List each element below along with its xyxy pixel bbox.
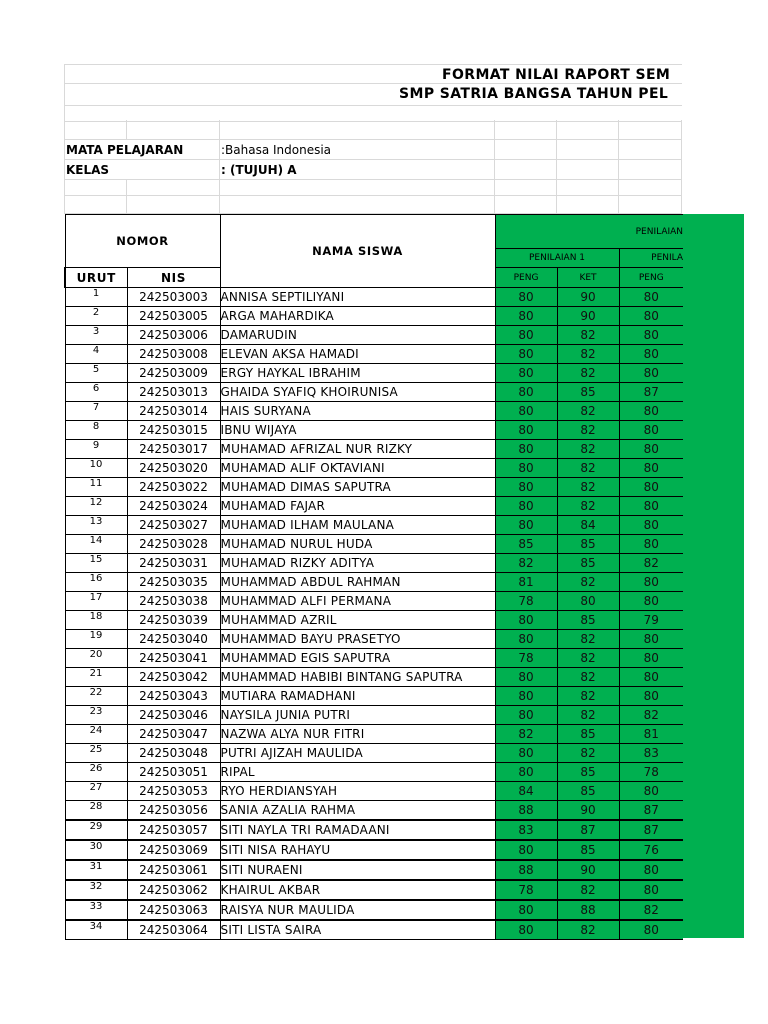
cell-urut: 15 xyxy=(65,554,127,573)
grid-vline xyxy=(556,120,557,214)
table-row xyxy=(65,307,683,326)
cell-nis: 242503039 xyxy=(127,611,220,630)
cell-nis: 242503057 xyxy=(127,820,220,840)
cell-urut: 34 xyxy=(65,920,127,940)
cell-nama: MUHAMMAD EGIS SAPUTRA xyxy=(220,649,495,668)
table-row xyxy=(65,763,683,782)
cell-peng-2: 80 xyxy=(619,573,683,592)
cell-peng: 80 xyxy=(495,611,557,630)
cell-peng-2: 80 xyxy=(619,478,683,497)
cell-peng: 80 xyxy=(495,459,557,478)
cell-urut: 19 xyxy=(65,630,127,649)
cell-nis: 242503027 xyxy=(127,516,220,535)
cell-peng: 81 xyxy=(495,573,557,592)
cell-ket: 82 xyxy=(557,459,619,478)
cell-nama: MUHAMMAD ABDUL RAHMAN xyxy=(220,573,495,592)
table-row xyxy=(65,364,683,383)
cell-nis: 242503015 xyxy=(127,421,220,440)
cell-nis: 242503051 xyxy=(127,763,220,782)
cell-urut: 32 xyxy=(65,880,127,900)
cell-nama: MUHAMAD ILHAM MAULANA xyxy=(220,516,495,535)
table-row xyxy=(65,649,683,668)
cell-nis: 242503043 xyxy=(127,687,220,706)
cell-peng: 80 xyxy=(495,763,557,782)
cell-nama: RAISYA NUR MAULIDA xyxy=(220,900,495,920)
table-row xyxy=(65,611,683,630)
cell-peng-2: 80 xyxy=(619,687,683,706)
cell-peng: 80 xyxy=(495,383,557,402)
cell-peng-2: 87 xyxy=(619,820,683,840)
cell-ket: 85 xyxy=(557,554,619,573)
cell-nis: 242503061 xyxy=(127,860,220,880)
table-row xyxy=(65,668,683,687)
cell-ket: 88 xyxy=(557,900,619,920)
header-nomor: NOMOR xyxy=(65,215,220,268)
table-row xyxy=(65,288,683,307)
cell-nis: 242503006 xyxy=(127,326,220,345)
cell-urut: 26 xyxy=(65,763,127,782)
cell-peng-2: 76 xyxy=(619,840,683,860)
cell-nis: 242503053 xyxy=(127,782,220,801)
table-row xyxy=(65,744,683,763)
cell-peng: 80 xyxy=(495,840,557,860)
header-row-1 xyxy=(65,215,683,249)
cell-nama: MUHAMAD RIZKY ADITYA xyxy=(220,554,495,573)
cell-ket: 85 xyxy=(557,383,619,402)
cell-urut: 18 xyxy=(65,611,127,630)
cell-peng: 80 xyxy=(495,364,557,383)
cell-peng: 88 xyxy=(495,801,557,821)
cell-urut: 14 xyxy=(65,535,127,554)
cell-ket: 85 xyxy=(557,535,619,554)
cell-peng: 80 xyxy=(495,744,557,763)
cell-urut: 9 xyxy=(65,440,127,459)
header-nis: NIS xyxy=(127,268,220,288)
header-urut: URUT xyxy=(65,268,127,288)
cell-nama: PUTRI AJIZAH MAULIDA xyxy=(220,744,495,763)
cell-peng-2: 80 xyxy=(619,668,683,687)
cell-nis: 242503008 xyxy=(127,345,220,364)
cell-ket: 82 xyxy=(557,687,619,706)
table-row xyxy=(65,383,683,402)
cell-peng: 80 xyxy=(495,440,557,459)
cell-ket: 82 xyxy=(557,744,619,763)
grades-table-body xyxy=(65,288,683,940)
grid-vline xyxy=(126,180,127,214)
cell-ket: 85 xyxy=(557,725,619,744)
cell-ket: 87 xyxy=(557,820,619,840)
cell-peng-2: 80 xyxy=(619,782,683,801)
cell-peng: 82 xyxy=(495,554,557,573)
header-peng: PENG xyxy=(495,268,557,288)
cell-urut: 1 xyxy=(65,288,127,307)
cell-peng: 80 xyxy=(495,497,557,516)
table-row xyxy=(65,782,683,801)
cell-ket: 90 xyxy=(557,307,619,326)
cell-ket: 82 xyxy=(557,630,619,649)
cell-nis: 242503031 xyxy=(127,554,220,573)
cell-urut: 27 xyxy=(65,782,127,801)
cell-peng: 85 xyxy=(495,535,557,554)
cell-nis: 242503005 xyxy=(127,307,220,326)
cell-peng: 78 xyxy=(495,592,557,611)
cell-ket: 85 xyxy=(557,763,619,782)
cell-nis: 242503017 xyxy=(127,440,220,459)
cell-nis: 242503040 xyxy=(127,630,220,649)
cell-urut: 10 xyxy=(65,459,127,478)
title-row-1 xyxy=(64,64,682,84)
table-row xyxy=(65,687,683,706)
cell-ket: 82 xyxy=(557,573,619,592)
cell-urut: 28 xyxy=(65,801,127,821)
table-row xyxy=(65,725,683,744)
cell-nama: MUTIARA RAMADHANI xyxy=(220,687,495,706)
header-penilaian-1: PENILAIAN 1 xyxy=(495,249,619,268)
cell-nis: 242503013 xyxy=(127,383,220,402)
cell-peng-2: 80 xyxy=(619,535,683,554)
cell-nis: 242503009 xyxy=(127,364,220,383)
grid-vline xyxy=(219,120,220,214)
cell-peng-2: 80 xyxy=(619,880,683,900)
table-row xyxy=(65,860,683,880)
cell-nama: RIPAL xyxy=(220,763,495,782)
cell-nis: 242503046 xyxy=(127,706,220,725)
cell-peng: 80 xyxy=(495,668,557,687)
cell-peng-2: 80 xyxy=(619,630,683,649)
cell-peng-2: 80 xyxy=(619,440,683,459)
cell-peng: 78 xyxy=(495,649,557,668)
grid-vline xyxy=(681,120,682,214)
cell-ket: 82 xyxy=(557,668,619,687)
table-row xyxy=(65,497,683,516)
table-row xyxy=(65,459,683,478)
cell-urut: 2 xyxy=(65,307,127,326)
cell-nama: IBNU WIJAYA xyxy=(220,421,495,440)
cell-nama: RYO HERDIANSYAH xyxy=(220,782,495,801)
cell-nama: HAIS SURYANA xyxy=(220,402,495,421)
info-value-kelas: : (TUJUH) A xyxy=(221,163,297,177)
cell-nis: 242503003 xyxy=(127,288,220,307)
cell-peng-2: 82 xyxy=(619,554,683,573)
cell-peng: 83 xyxy=(495,820,557,840)
table-row xyxy=(65,630,683,649)
cell-peng: 80 xyxy=(495,421,557,440)
cell-peng-2: 79 xyxy=(619,611,683,630)
table-row xyxy=(65,440,683,459)
cell-peng: 78 xyxy=(495,880,557,900)
cell-nis: 242503014 xyxy=(127,402,220,421)
info-grid xyxy=(64,120,682,214)
table-row xyxy=(65,402,683,421)
cell-peng-2: 82 xyxy=(619,706,683,725)
cell-urut: 23 xyxy=(65,706,127,725)
cell-urut: 29 xyxy=(65,820,127,840)
header-nama-siswa: NAMA SISWA xyxy=(220,215,495,288)
info-label-mata-pelajaran: MATA PELAJARAN xyxy=(66,143,184,157)
cell-nama: SITI LISTA SAIRA xyxy=(220,920,495,940)
title-row-2 xyxy=(64,84,682,106)
cell-peng: 80 xyxy=(495,326,557,345)
cell-peng: 80 xyxy=(495,307,557,326)
cell-peng-2: 87 xyxy=(619,383,683,402)
cell-peng: 80 xyxy=(495,345,557,364)
cell-ket: 82 xyxy=(557,421,619,440)
cell-peng: 80 xyxy=(495,920,557,940)
cell-nis: 242503062 xyxy=(127,880,220,900)
table-row xyxy=(65,421,683,440)
grid-row xyxy=(64,196,682,214)
table-row xyxy=(65,900,683,920)
grid-row xyxy=(64,120,682,140)
table-row xyxy=(65,326,683,345)
grid-row xyxy=(64,160,682,180)
grid-vline xyxy=(494,120,495,214)
cell-nis: 242503028 xyxy=(127,535,220,554)
info-value-mata-pelajaran: :Bahasa Indonesia xyxy=(221,143,332,157)
grid-vline xyxy=(64,120,65,214)
table-row xyxy=(65,345,683,364)
cell-nama: ELEVAN AKSA HAMADI xyxy=(220,345,495,364)
cell-peng-2: 80 xyxy=(619,307,683,326)
cell-nama: MUHAMAD ALIF OKTAVIANI xyxy=(220,459,495,478)
cell-ket: 82 xyxy=(557,402,619,421)
table-row xyxy=(65,706,683,725)
cell-ket: 82 xyxy=(557,326,619,345)
cell-nama: MUHAMMAD BAYU PRASETYO xyxy=(220,630,495,649)
doc-title-line1: FORMAT NILAI RAPORT SEM xyxy=(442,67,671,83)
cell-peng-2: 80 xyxy=(619,345,683,364)
cell-peng-2: 87 xyxy=(619,801,683,821)
cell-peng-2: 80 xyxy=(619,497,683,516)
cell-peng-2: 82 xyxy=(619,900,683,920)
cell-nis: 242503041 xyxy=(127,649,220,668)
cell-peng: 80 xyxy=(495,478,557,497)
cell-nama: SITI NISA RAHAYU xyxy=(220,840,495,860)
cell-peng: 82 xyxy=(495,725,557,744)
cell-ket: 90 xyxy=(557,860,619,880)
cell-nama: MUHAMAD FAJAR xyxy=(220,497,495,516)
cell-peng-2: 80 xyxy=(619,421,683,440)
cell-ket: 82 xyxy=(557,345,619,364)
cell-ket: 82 xyxy=(557,497,619,516)
cell-ket: 82 xyxy=(557,920,619,940)
cell-ket: 90 xyxy=(557,801,619,821)
cell-nama: MUHAMMAD HABIBI BINTANG SAPUTRA xyxy=(220,668,495,687)
cell-peng-2: 81 xyxy=(619,725,683,744)
cell-ket: 80 xyxy=(557,592,619,611)
cell-ket: 82 xyxy=(557,478,619,497)
cell-nis: 242503035 xyxy=(127,573,220,592)
cell-nama: SITI NURAENI xyxy=(220,860,495,880)
cell-peng-2: 80 xyxy=(619,920,683,940)
cell-urut: 33 xyxy=(65,900,127,920)
doc-title-line2: SMP SATRIA BANGSA TAHUN PEL xyxy=(399,86,669,102)
cell-urut: 17 xyxy=(65,592,127,611)
cell-peng-2: 80 xyxy=(619,592,683,611)
table-row xyxy=(65,840,683,860)
cell-peng-2: 80 xyxy=(619,364,683,383)
cell-ket: 85 xyxy=(557,840,619,860)
cell-peng-2: 80 xyxy=(619,860,683,880)
table-row xyxy=(65,920,683,940)
table-row xyxy=(65,592,683,611)
grades-table xyxy=(64,214,683,940)
cell-peng-2: 80 xyxy=(619,459,683,478)
cell-urut: 21 xyxy=(65,668,127,687)
grid-vline xyxy=(618,120,619,214)
cell-urut: 22 xyxy=(65,687,127,706)
header-penilaian: PENILAIAN xyxy=(495,215,683,249)
cell-urut: 12 xyxy=(65,497,127,516)
cell-peng: 80 xyxy=(495,687,557,706)
cell-urut: 11 xyxy=(65,478,127,497)
cell-peng-2: 80 xyxy=(619,288,683,307)
cell-ket: 84 xyxy=(557,516,619,535)
cell-nis: 242503022 xyxy=(127,478,220,497)
cell-nama: ANNISA SEPTILIYANI xyxy=(220,288,495,307)
cell-peng-2: 80 xyxy=(619,402,683,421)
cell-nama: NAYSILA JUNIA PUTRI xyxy=(220,706,495,725)
cell-urut: 31 xyxy=(65,860,127,880)
cell-peng-2: 78 xyxy=(619,763,683,782)
cell-nama: MUHAMAD DIMAS SAPUTRA xyxy=(220,478,495,497)
cell-nis: 242503020 xyxy=(127,459,220,478)
cell-urut: 30 xyxy=(65,840,127,860)
table-row xyxy=(65,573,683,592)
cell-urut: 6 xyxy=(65,383,127,402)
cell-ket: 90 xyxy=(557,288,619,307)
grid-row xyxy=(64,140,682,160)
cell-nama: SANIA AZALIA RAHMA xyxy=(220,801,495,821)
cell-nama: SITI NAYLA TRI RAMADAANI xyxy=(220,820,495,840)
cell-peng: 80 xyxy=(495,900,557,920)
cell-peng: 84 xyxy=(495,782,557,801)
cell-nama: GHAIDA SYAFIQ KHOIRUNISA xyxy=(220,383,495,402)
cell-nama: MUHAMAD AFRIZAL NUR RIZKY xyxy=(220,440,495,459)
cell-nis: 242503063 xyxy=(127,900,220,920)
cell-ket: 82 xyxy=(557,706,619,725)
cell-nama: MUHAMMAD AZRIL xyxy=(220,611,495,630)
cell-nama: NAZWA ALYA NUR FITRI xyxy=(220,725,495,744)
cell-peng: 80 xyxy=(495,630,557,649)
cell-nis: 242503048 xyxy=(127,744,220,763)
cell-nama: ERGY HAYKAL IBRAHIM xyxy=(220,364,495,383)
header-ket: KET xyxy=(557,268,619,288)
cell-nama: MUHAMMAD ALFI PERMANA xyxy=(220,592,495,611)
cell-urut: 16 xyxy=(65,573,127,592)
cell-ket: 82 xyxy=(557,649,619,668)
cell-urut: 7 xyxy=(65,402,127,421)
cell-ket: 82 xyxy=(557,364,619,383)
cell-urut: 8 xyxy=(65,421,127,440)
table-row xyxy=(65,801,683,821)
cell-peng-2: 83 xyxy=(619,744,683,763)
cell-peng: 80 xyxy=(495,706,557,725)
header-peng-2: PENG xyxy=(619,268,683,288)
table-row xyxy=(65,554,683,573)
cell-urut: 5 xyxy=(65,364,127,383)
cell-ket: 85 xyxy=(557,611,619,630)
cell-nama: KHAIRUL AKBAR xyxy=(220,880,495,900)
cell-urut: 25 xyxy=(65,744,127,763)
cell-urut: 4 xyxy=(65,345,127,364)
cell-urut: 3 xyxy=(65,326,127,345)
cell-nama: ARGA MAHARDIKA xyxy=(220,307,495,326)
cell-nis: 242503042 xyxy=(127,668,220,687)
info-label-kelas: KELAS xyxy=(66,163,110,177)
cell-peng: 80 xyxy=(495,516,557,535)
green-panel xyxy=(682,214,744,938)
cell-nis: 242503056 xyxy=(127,801,220,821)
table-row xyxy=(65,478,683,497)
cell-urut: 13 xyxy=(65,516,127,535)
cell-ket: 82 xyxy=(557,440,619,459)
cell-nama: DAMARUDIN xyxy=(220,326,495,345)
cell-peng-2: 80 xyxy=(619,326,683,345)
header-penilaian-2: PENILA xyxy=(619,249,683,268)
table-row xyxy=(65,820,683,840)
cell-nama: MUHAMAD NURUL HUDA xyxy=(220,535,495,554)
cell-nis: 242503064 xyxy=(127,920,220,940)
cell-nis: 242503069 xyxy=(127,840,220,860)
table-row xyxy=(65,535,683,554)
cell-urut: 20 xyxy=(65,649,127,668)
cell-nis: 242503038 xyxy=(127,592,220,611)
cell-peng-2: 80 xyxy=(619,649,683,668)
table-row xyxy=(65,880,683,900)
grid-vline xyxy=(126,120,127,140)
grid-row xyxy=(64,180,682,196)
cell-peng-2: 80 xyxy=(619,516,683,535)
cell-urut: 24 xyxy=(65,725,127,744)
cell-peng: 80 xyxy=(495,288,557,307)
cell-peng: 88 xyxy=(495,860,557,880)
cell-ket: 82 xyxy=(557,880,619,900)
cell-nis: 242503024 xyxy=(127,497,220,516)
cell-ket: 85 xyxy=(557,782,619,801)
cell-peng: 80 xyxy=(495,402,557,421)
cell-nis: 242503047 xyxy=(127,725,220,744)
table-row xyxy=(65,516,683,535)
